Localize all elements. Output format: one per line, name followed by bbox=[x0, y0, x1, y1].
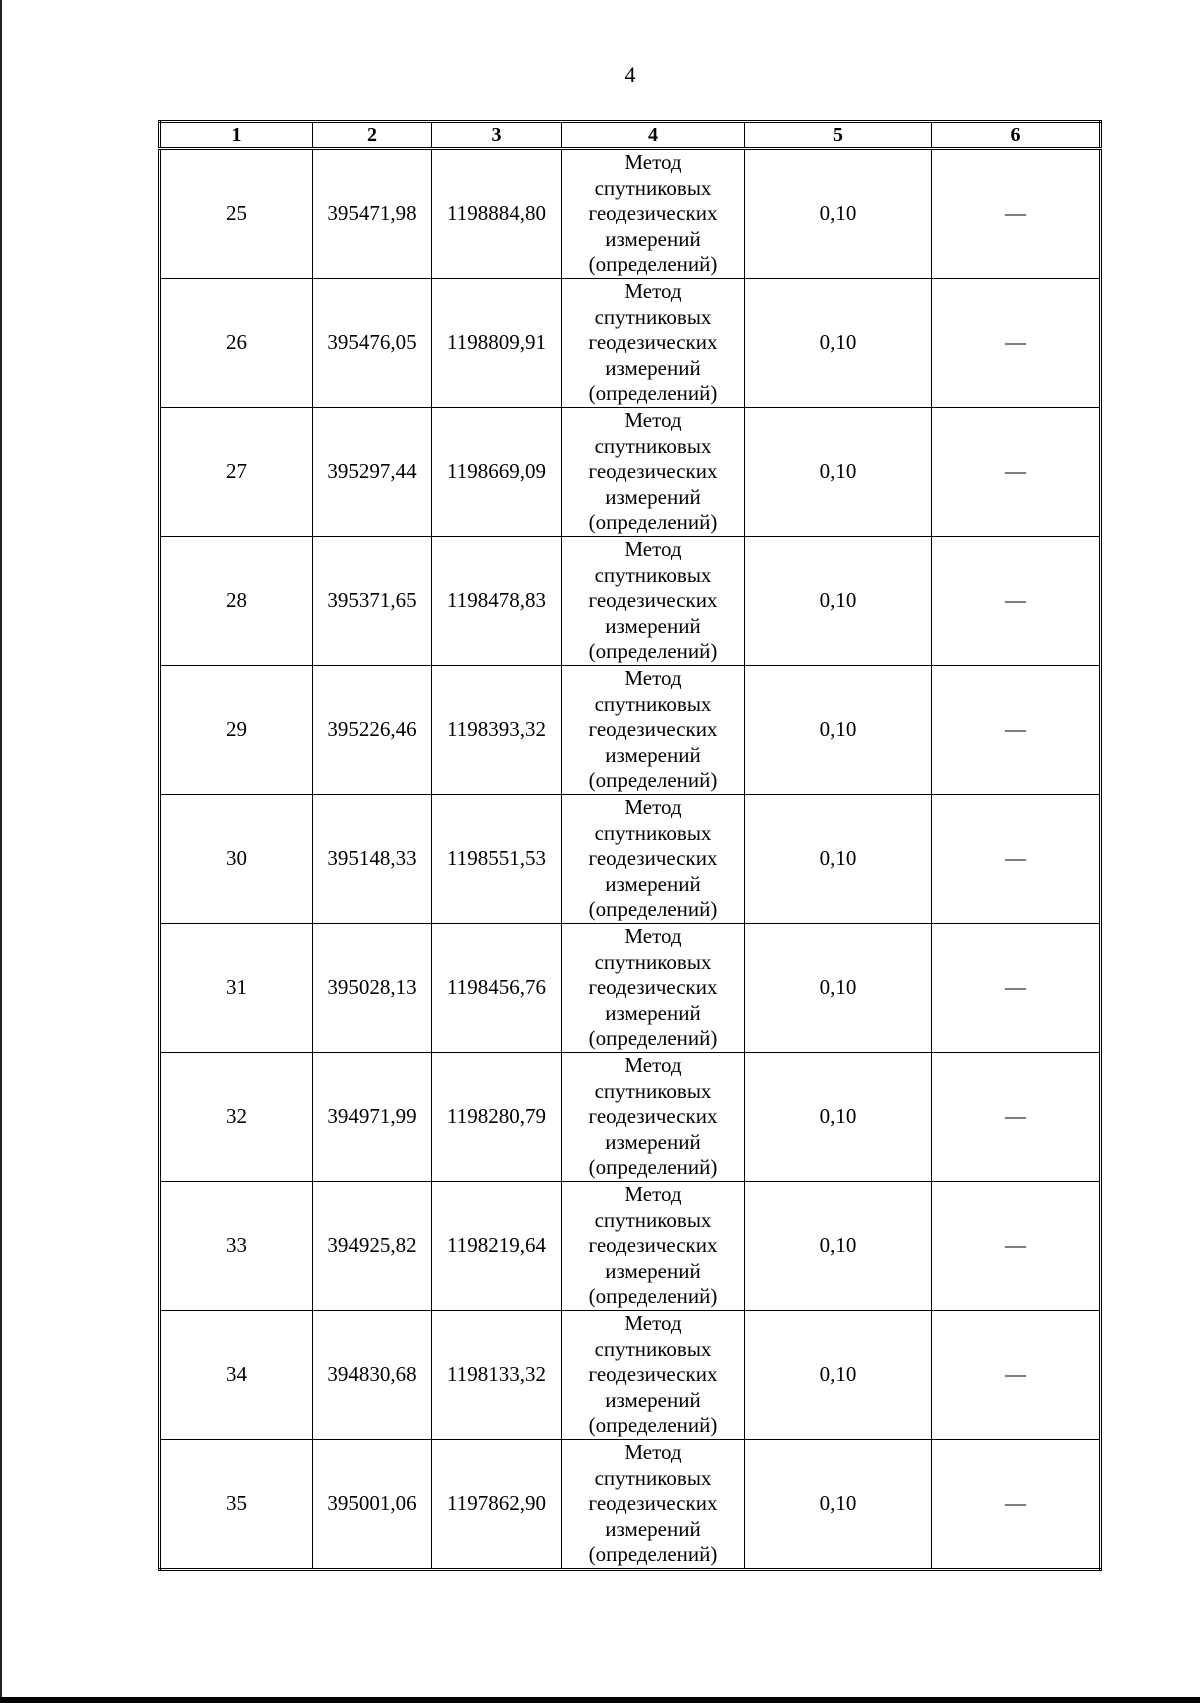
method-line: (определений) bbox=[588, 510, 718, 535]
x-coordinate-cell: 394925,82 bbox=[313, 1182, 432, 1311]
method-line: измерений bbox=[605, 1516, 701, 1541]
note-cell: — bbox=[932, 795, 1101, 924]
x-coordinate-cell: 395297,44 bbox=[313, 408, 432, 537]
coordinates-table bbox=[158, 120, 1102, 1571]
x-coordinate-cell: 395471,98 bbox=[313, 149, 432, 279]
method-line: Метод bbox=[624, 666, 682, 691]
method-line: геодезических bbox=[588, 1362, 718, 1387]
method-line: измерений bbox=[605, 613, 701, 638]
method-line: (определений) bbox=[588, 1026, 718, 1051]
point-number-cell: 32 bbox=[160, 1053, 313, 1182]
y-coordinate-cell: 1198809,91 bbox=[432, 279, 562, 408]
method-cell bbox=[562, 1053, 745, 1182]
accuracy-cell: 0,10 bbox=[745, 795, 932, 924]
accuracy-cell: 0,10 bbox=[745, 1182, 932, 1311]
method-line: Метод bbox=[624, 537, 682, 562]
note-cell: — bbox=[932, 1440, 1101, 1570]
note-cell: — bbox=[932, 149, 1101, 279]
x-coordinate-cell: 394830,68 bbox=[313, 1311, 432, 1440]
coordinates-table-container bbox=[158, 120, 1102, 1571]
method-line: измерений bbox=[605, 1387, 701, 1412]
point-number-cell: 29 bbox=[160, 666, 313, 795]
column-header: 3 bbox=[432, 122, 562, 149]
point-number-cell: 35 bbox=[160, 1440, 313, 1570]
accuracy-cell: 0,10 bbox=[745, 149, 932, 279]
table-row bbox=[160, 1053, 1101, 1182]
note-cell: — bbox=[932, 279, 1101, 408]
method-line: геодезических bbox=[588, 1233, 718, 1258]
method-line: измерений bbox=[605, 871, 701, 896]
method-line: (определений) bbox=[588, 897, 718, 922]
note-cell: — bbox=[932, 537, 1101, 666]
note-cell: — bbox=[932, 408, 1101, 537]
note-cell: — bbox=[932, 924, 1101, 1053]
method-line: геодезических bbox=[588, 846, 718, 871]
method-line: геодезических bbox=[588, 1104, 718, 1129]
table-row bbox=[160, 149, 1101, 279]
accuracy-cell: 0,10 bbox=[745, 1440, 932, 1570]
method-line: измерений bbox=[605, 1000, 701, 1025]
note-cell: — bbox=[932, 1053, 1101, 1182]
y-coordinate-cell: 1197862,90 bbox=[432, 1440, 562, 1570]
method-line: геодезических bbox=[588, 1491, 718, 1516]
page-bottom-edge bbox=[0, 1697, 1200, 1703]
method-line: Метод bbox=[624, 408, 682, 433]
method-line: Метод bbox=[624, 1311, 682, 1336]
method-cell bbox=[562, 279, 745, 408]
method-line: Метод bbox=[624, 795, 682, 820]
table-row bbox=[160, 408, 1101, 537]
accuracy-cell: 0,10 bbox=[745, 279, 932, 408]
method-cell bbox=[562, 408, 745, 537]
method-line: (определений) bbox=[588, 768, 718, 793]
method-line: (определений) bbox=[588, 639, 718, 664]
method-line: геодезических bbox=[588, 975, 718, 1000]
page-number: 4 bbox=[624, 62, 636, 87]
method-line: спутниковых bbox=[594, 1336, 712, 1361]
method-cell bbox=[562, 666, 745, 795]
method-line: геодезических bbox=[588, 330, 718, 355]
method-line: геодезических bbox=[588, 201, 718, 226]
y-coordinate-cell: 1198133,32 bbox=[432, 1311, 562, 1440]
table-row bbox=[160, 795, 1101, 924]
x-coordinate-cell: 395476,05 bbox=[313, 279, 432, 408]
method-line: геодезических bbox=[588, 459, 718, 484]
y-coordinate-cell: 1198669,09 bbox=[432, 408, 562, 537]
method-cell bbox=[562, 795, 745, 924]
method-line: измерений bbox=[605, 226, 701, 251]
note-cell: — bbox=[932, 666, 1101, 795]
method-line: измерений bbox=[605, 355, 701, 380]
accuracy-cell: 0,10 bbox=[745, 1311, 932, 1440]
column-header: 6 bbox=[932, 122, 1101, 149]
method-cell bbox=[562, 149, 745, 279]
table-header-row bbox=[160, 122, 1101, 149]
table-row bbox=[160, 1440, 1101, 1570]
accuracy-cell: 0,10 bbox=[745, 924, 932, 1053]
page-left-edge bbox=[0, 0, 2, 1703]
method-line: (определений) bbox=[588, 252, 718, 277]
point-number-cell: 30 bbox=[160, 795, 313, 924]
method-cell bbox=[562, 1440, 745, 1570]
table-body bbox=[160, 149, 1101, 1570]
column-header: 4 bbox=[562, 122, 745, 149]
table-row bbox=[160, 666, 1101, 795]
method-line: спутниковых bbox=[594, 433, 712, 458]
method-line: спутниковых bbox=[594, 1465, 712, 1490]
method-line: (определений) bbox=[588, 381, 718, 406]
method-line: Метод bbox=[624, 924, 682, 949]
x-coordinate-cell: 395148,33 bbox=[313, 795, 432, 924]
method-line: измерений bbox=[605, 1129, 701, 1154]
column-header: 5 bbox=[745, 122, 932, 149]
method-line: Метод bbox=[624, 150, 682, 175]
y-coordinate-cell: 1198393,32 bbox=[432, 666, 562, 795]
point-number-cell: 34 bbox=[160, 1311, 313, 1440]
y-coordinate-cell: 1198551,53 bbox=[432, 795, 562, 924]
x-coordinate-cell: 395028,13 bbox=[313, 924, 432, 1053]
method-line: (определений) bbox=[588, 1413, 718, 1438]
method-line: измерений bbox=[605, 742, 701, 767]
method-cell bbox=[562, 924, 745, 1053]
method-line: Метод bbox=[624, 1053, 682, 1078]
x-coordinate-cell: 395371,65 bbox=[313, 537, 432, 666]
method-line: (определений) bbox=[588, 1284, 718, 1309]
table-row bbox=[160, 1182, 1101, 1311]
method-cell bbox=[562, 537, 745, 666]
y-coordinate-cell: 1198280,79 bbox=[432, 1053, 562, 1182]
y-coordinate-cell: 1198478,83 bbox=[432, 537, 562, 666]
table-row bbox=[160, 924, 1101, 1053]
method-line: геодезических bbox=[588, 588, 718, 613]
method-line: спутниковых bbox=[594, 820, 712, 845]
method-line: спутниковых bbox=[594, 175, 712, 200]
x-coordinate-cell: 395226,46 bbox=[313, 666, 432, 795]
accuracy-cell: 0,10 bbox=[745, 408, 932, 537]
accuracy-cell: 0,10 bbox=[745, 537, 932, 666]
column-header: 1 bbox=[160, 122, 313, 149]
method-line: спутниковых bbox=[594, 1207, 712, 1232]
y-coordinate-cell: 1198884,80 bbox=[432, 149, 562, 279]
point-number-cell: 33 bbox=[160, 1182, 313, 1311]
method-line: спутниковых bbox=[594, 691, 712, 716]
point-number-cell: 27 bbox=[160, 408, 313, 537]
note-cell: — bbox=[932, 1182, 1101, 1311]
note-cell: — bbox=[932, 1311, 1101, 1440]
table-row bbox=[160, 537, 1101, 666]
column-header: 2 bbox=[313, 122, 432, 149]
method-cell bbox=[562, 1311, 745, 1440]
method-line: Метод bbox=[624, 279, 682, 304]
point-number-cell: 31 bbox=[160, 924, 313, 1053]
point-number-cell: 28 bbox=[160, 537, 313, 666]
method-line: (определений) bbox=[588, 1542, 718, 1567]
y-coordinate-cell: 1198456,76 bbox=[432, 924, 562, 1053]
method-cell bbox=[562, 1182, 745, 1311]
x-coordinate-cell: 395001,06 bbox=[313, 1440, 432, 1570]
point-number-cell: 26 bbox=[160, 279, 313, 408]
table-row bbox=[160, 1311, 1101, 1440]
method-line: спутниковых bbox=[594, 949, 712, 974]
method-line: измерений bbox=[605, 1258, 701, 1283]
x-coordinate-cell: 394971,99 bbox=[313, 1053, 432, 1182]
method-line: измерений bbox=[605, 484, 701, 509]
table-row bbox=[160, 279, 1101, 408]
accuracy-cell: 0,10 bbox=[745, 666, 932, 795]
y-coordinate-cell: 1198219,64 bbox=[432, 1182, 562, 1311]
method-line: спутниковых bbox=[594, 1078, 712, 1103]
method-line: (определений) bbox=[588, 1155, 718, 1180]
method-line: геодезических bbox=[588, 717, 718, 742]
point-number-cell: 25 bbox=[160, 149, 313, 279]
accuracy-cell: 0,10 bbox=[745, 1053, 932, 1182]
method-line: Метод bbox=[624, 1182, 682, 1207]
method-line: спутниковых bbox=[594, 304, 712, 329]
method-line: Метод bbox=[624, 1440, 682, 1465]
method-line: спутниковых bbox=[594, 562, 712, 587]
